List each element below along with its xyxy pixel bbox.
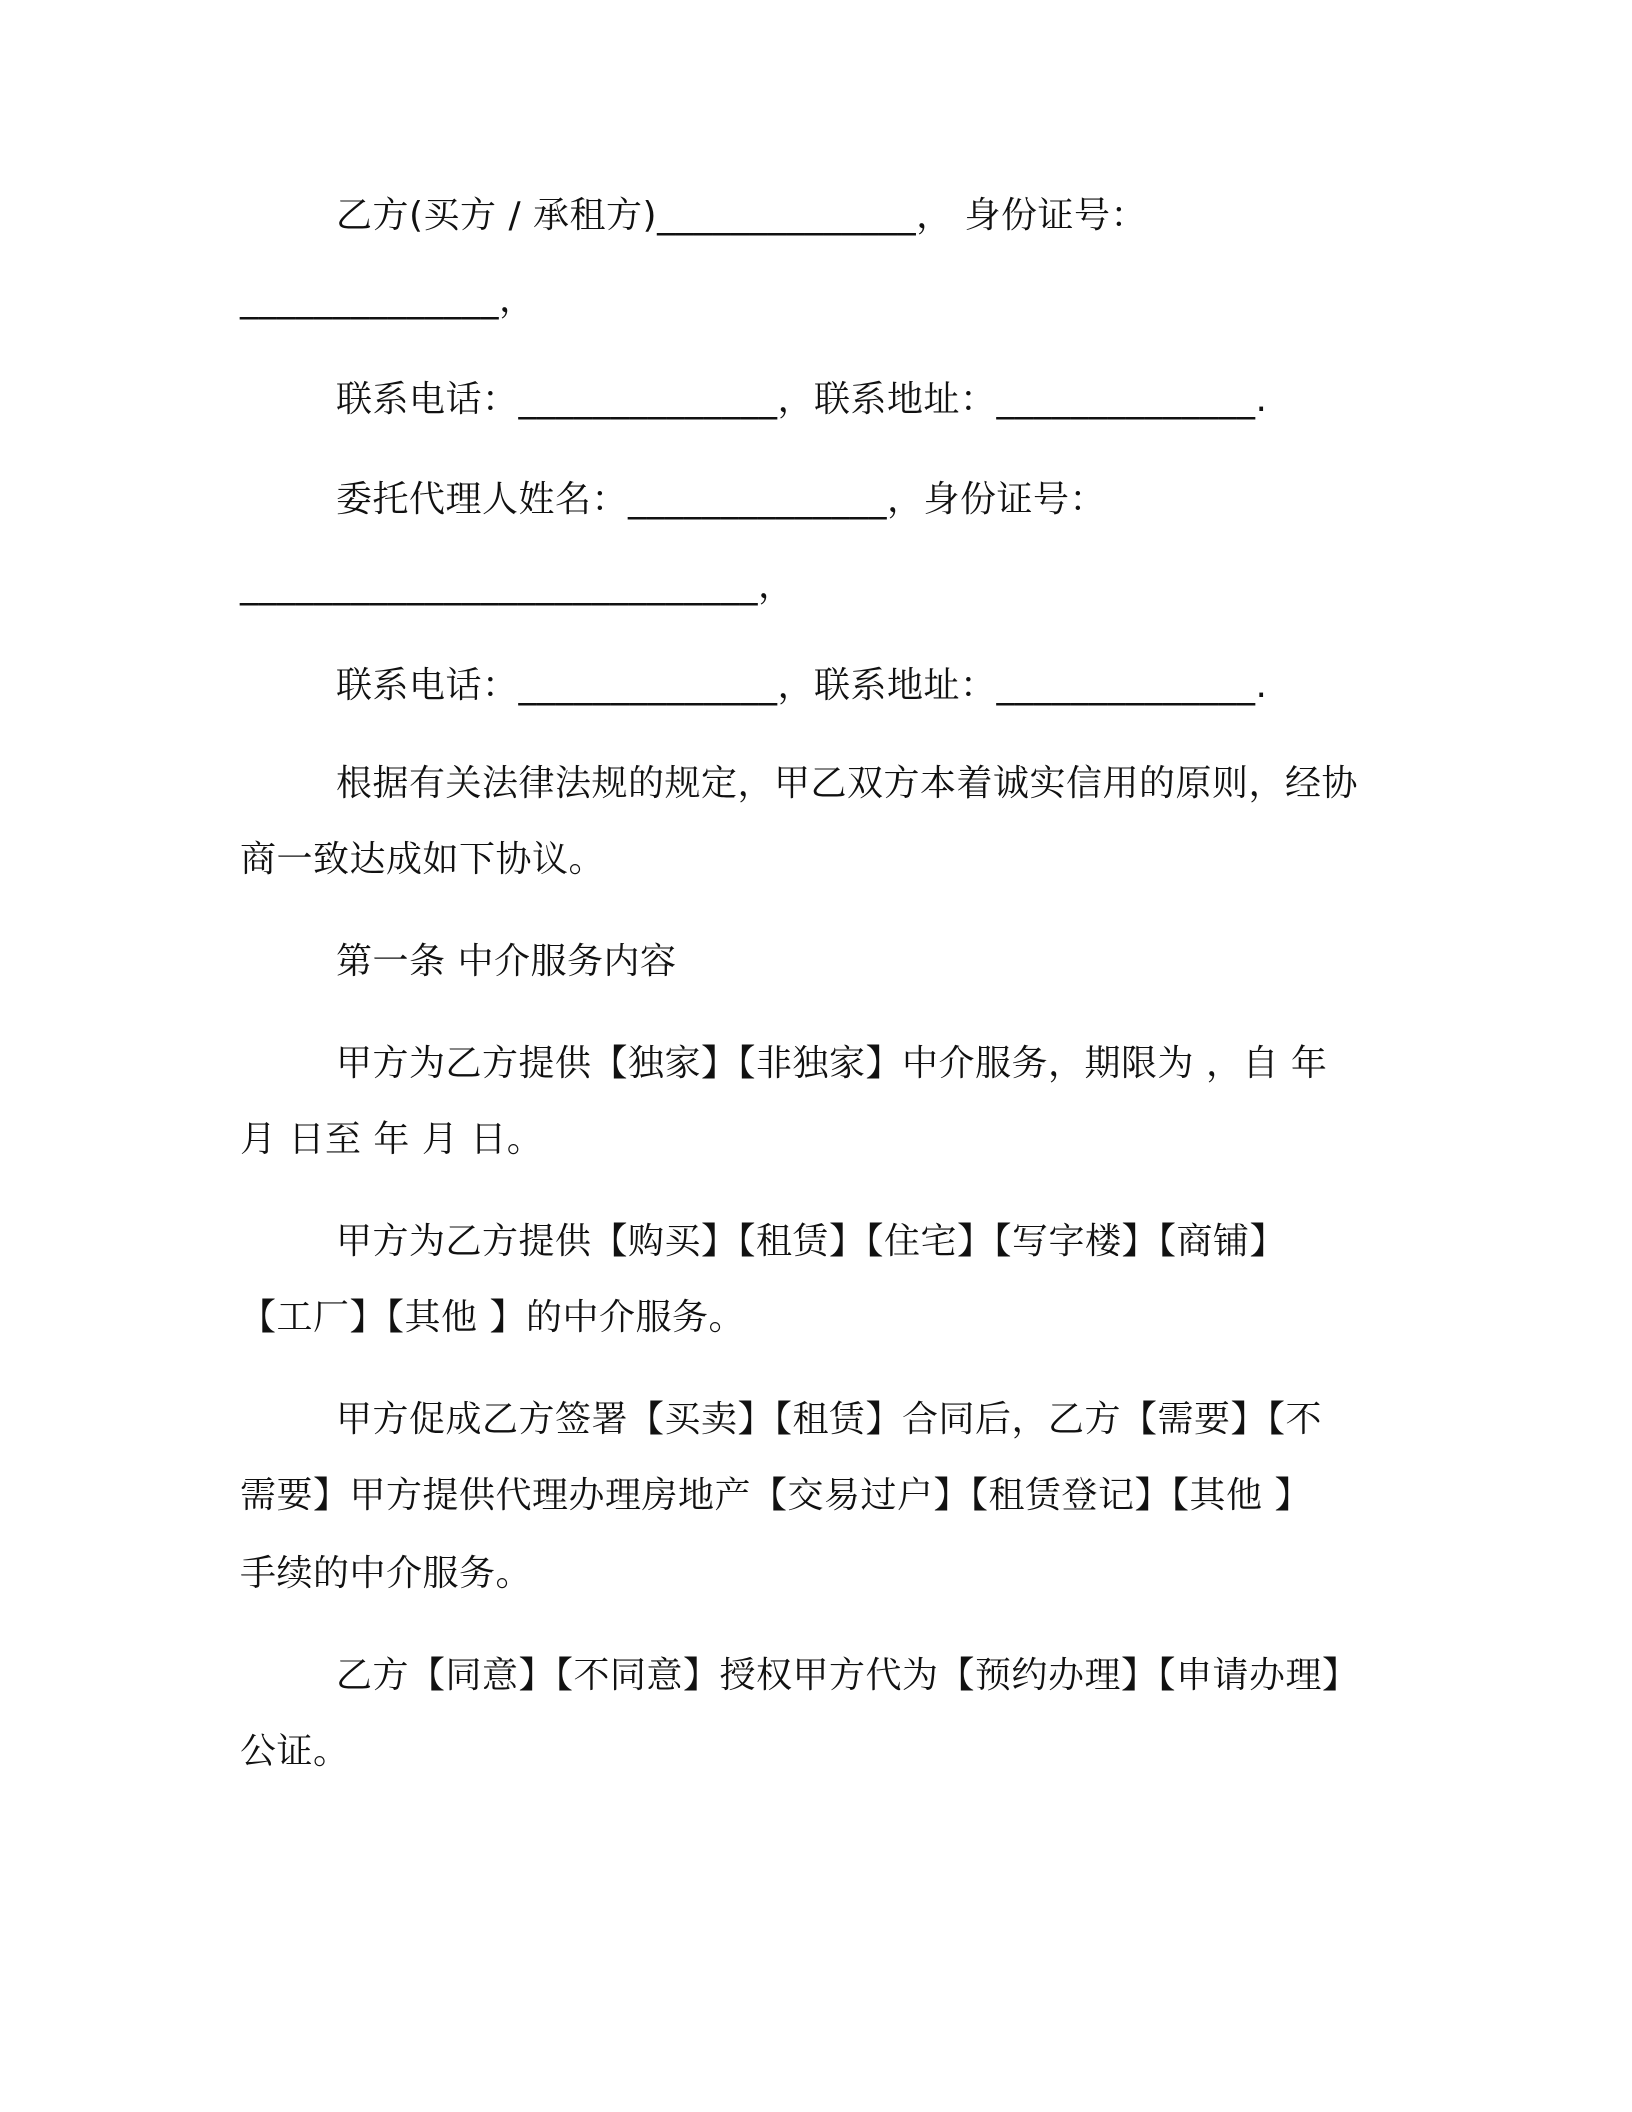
agent-name-line: 委托代理人姓名：______________，身份证号：	[336, 479, 1107, 520]
service-term-line-1: 甲方为乙方提供【独家】【非独家】中介服务，期限为 ，自 年	[336, 1043, 1328, 1084]
preamble-line-1: 根据有关法律法规的规定，甲乙双方本着诚实信用的原则，经协	[336, 763, 1359, 804]
service-type-line-2: 【工厂】【其他 】的中介服务。	[240, 1297, 745, 1338]
agency-procedure-line-3: 手续的中介服务。	[240, 1553, 533, 1594]
notary-line-2: 公证。	[240, 1731, 350, 1772]
party-b-name-line: 乙方(买方 / 承租方)______________， 身份证号：	[336, 195, 1148, 236]
party-b-id-line: ______________，	[240, 279, 536, 320]
agent-contact-line: 联系电话：______________，联系地址：______________.	[336, 665, 1268, 706]
notary-line-1: 乙方【同意】【不同意】授权甲方代为【预约办理】【申请办理】	[336, 1655, 1359, 1696]
service-type-line-1: 甲方为乙方提供【购买】【租赁】【住宅】【写字楼】【商铺】	[336, 1221, 1287, 1262]
agency-procedure-line-2: 需要】甲方提供代理办理房地产【交易过户】【租赁登记】【其他 】	[240, 1475, 1311, 1516]
party-b-contact-line: 联系电话：______________，联系地址：______________.	[336, 379, 1268, 420]
service-term-line-2: 月 日至 年 月 日。	[240, 1119, 544, 1160]
agency-procedure-line-1: 甲方促成乙方签署【买卖】【租赁】合同后，乙方【需要】【不	[336, 1399, 1323, 1440]
agent-id-line: ____________________________，	[240, 565, 795, 606]
preamble-line-2: 商一致达成如下协议。	[240, 839, 606, 880]
article-1-heading: 第一条 中介服务内容	[336, 941, 677, 982]
